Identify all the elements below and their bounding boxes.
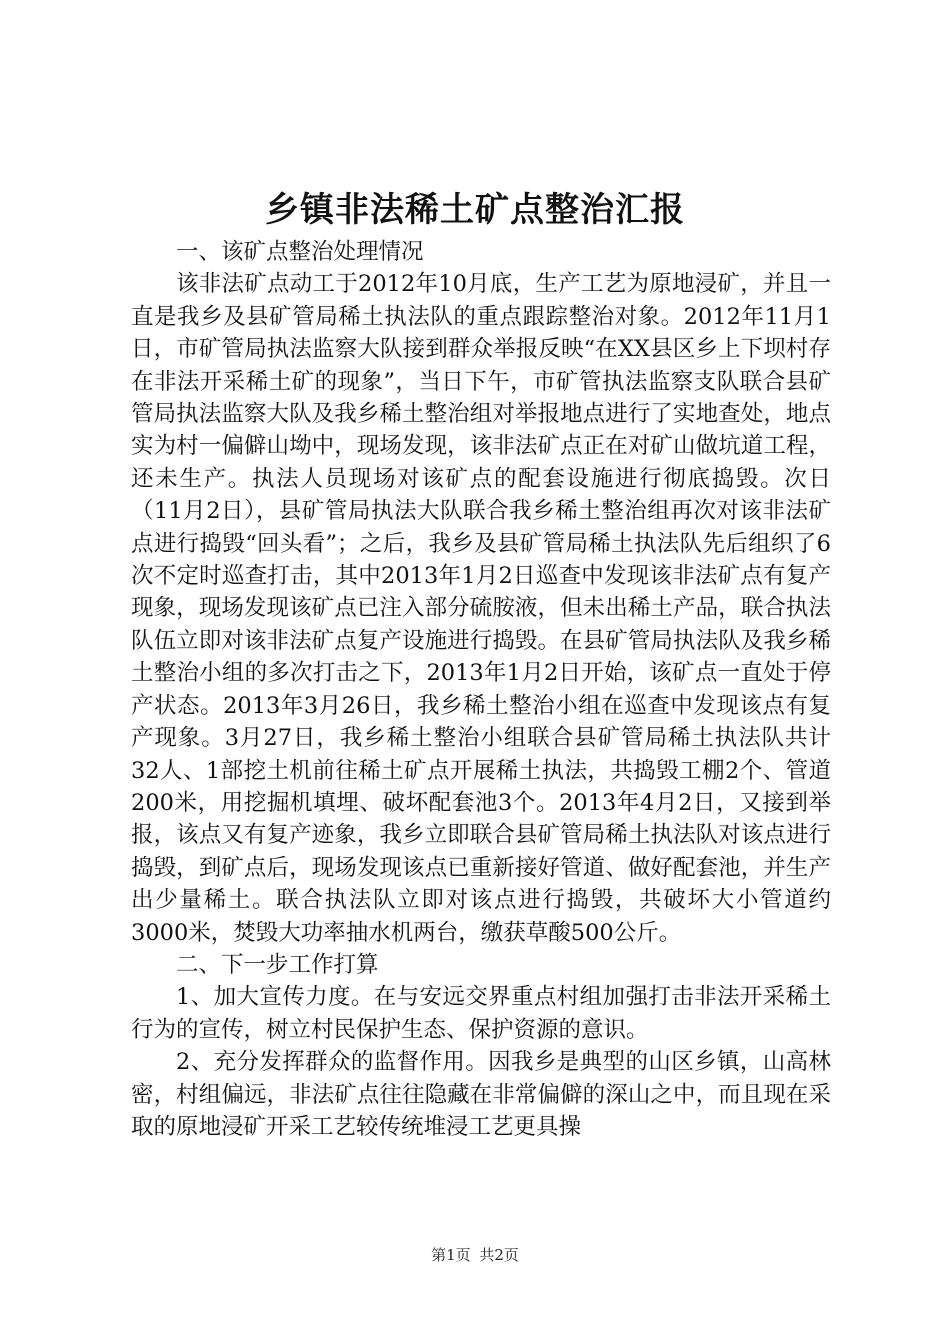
section-heading-1: 一、该矿点整治处理情况 [176,239,424,265]
paragraph-1: 该非法矿点动工于2012年10月底，生产工艺为原地浸矿，并且一直是我乡及县矿管局稀土执法队的重点跟踪整治对象。2012年11月1日，市矿管局执法监察大队接到群众举报反映“在XX县区乡上下坝村存在非法开采稀土矿的现象”，当日下午，市矿管执法监察支队联合县矿管局执法监察大队及我乡稀土整治组对举报地点进行了实地查处，地点实为村一偏僻山坳中，现场发现，该非法矿点正在对矿山做坑道工程，还未生产。执法人员现场对该矿点的配套设施进行彻底捣毁。次日（11月2日），县矿管局执法大队联合我乡稀土整治组再次对该非法矿点进行捣毁“回头看”；之后，我乡及县矿管局稀土执法队先后组织了6次不定时巡查打击，其中2013年1月2日巡查中发现该非法矿点有复产现象，现场发现该矿点已注入部分硫胺液，但未出稀土产品，联合执法队伍立即对该非法矿点复产设施进行捣毁。在县矿管局执法队及我乡稀土整治小组的多次打击之下，2013年1月2日开始，该矿点一直处于停产状态。2013年3月26日，我乡稀土整治小组在巡查中发现该点有复产现象。3月27日，我乡稀土整治小组联合县矿管局稀土执法队共计32人、1部挖土机前往稀土矿点开展稀土执法，共捣毁工棚2个、管道200米，用挖掘机填埋、破坏配套池3个。2013年4月2日，又接到举报，该点又有复产迹象，我乡立即联合县矿管局稀土执法队对该点进行捣毁，到矿点后，现场发现该点已重新接好管道、做好配套池，并生产出少量稀土。联合执法队立即对该点进行捣毁，共破坏大小管道约3000米，焚毁大功率抽水机两台，缴获草酸500公斤。 [131,271,831,946]
page-footer [0,1245,950,1265]
document-title: 乡镇非法稀土矿点整治汇报 [265,190,685,230]
page-total: 共2页 [479,1246,519,1264]
page-number: 第1页 [431,1246,471,1264]
document-body [131,236,831,1143]
paragraph-3: 2、充分发挥群众的监督作用。因我乡是典型的山区乡镇，山高林密，村组偏远，非法矿点往往隐藏在非常偏僻的深山之中，而且现在采取的原地浸矿开采工艺较传统堆浸工艺更具操 [131,1049,831,1140]
section-heading-2: 二、下一步工作打算 [176,951,379,978]
paragraph-2: 1、加大宣传力度。在与安远交界重点村组加强打击非法开采稀土行为的宣传，树立村民保护生态、保护资源的意识。 [131,984,831,1043]
